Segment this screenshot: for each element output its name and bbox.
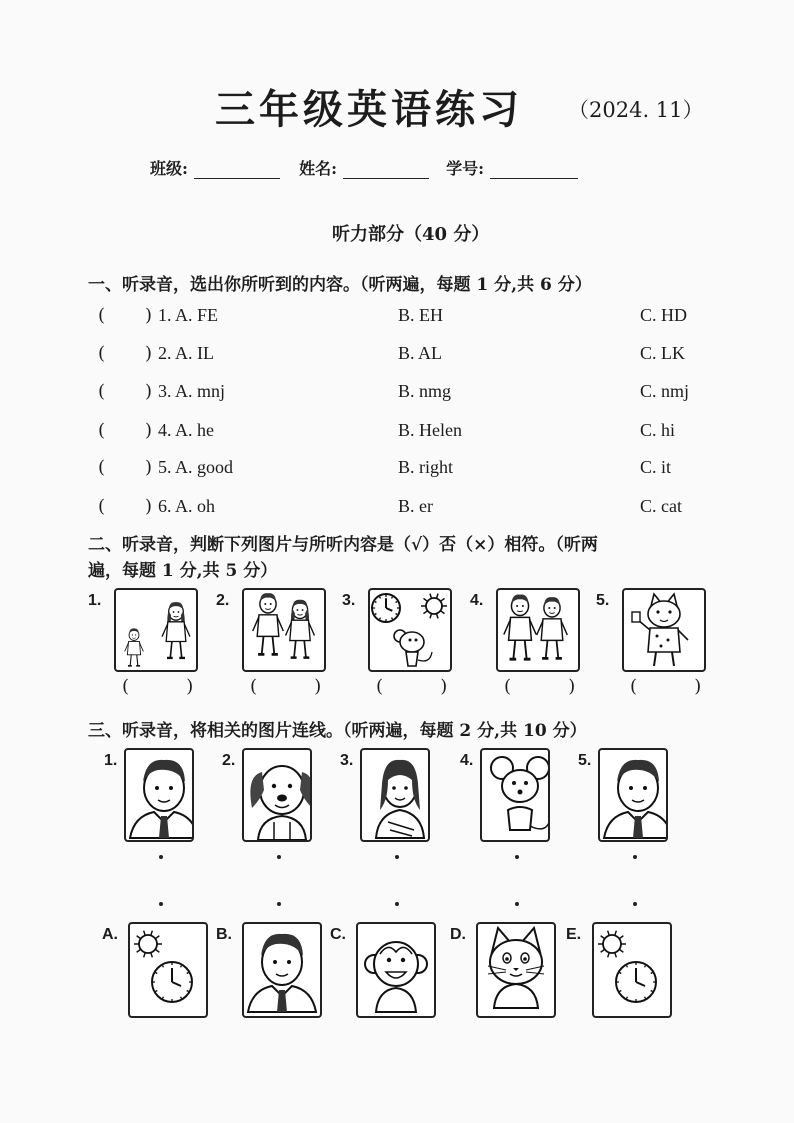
picture-boy-and-girl-greeting [114, 588, 198, 672]
option-c: C. LK [640, 343, 685, 363]
match-dot-bottom[interactable] [395, 902, 399, 906]
match-dot-bottom[interactable] [159, 902, 163, 906]
option-a: 3. A. mnj [158, 381, 226, 401]
bottom-item-label: A. [102, 926, 118, 943]
part1-title: 一、听录音，选出你所听到的内容。（听两遍，每题 1 分,共 6 分） [88, 275, 592, 295]
picture-two-boys-talking [496, 588, 580, 672]
picture-monkey-portrait [356, 922, 436, 1018]
option-b: B. EH [398, 305, 443, 325]
class-label: 班级: [150, 159, 188, 178]
answer-paren-close: ) [145, 343, 153, 364]
picture-sun-and-clock [592, 922, 672, 1018]
option-b: B. nmg [398, 381, 452, 401]
picture-girl-portrait [360, 748, 430, 842]
bottom-item-label: E. [566, 926, 582, 943]
option-a: 5. A. good [158, 457, 234, 477]
option-a: 1. A. FE [158, 305, 219, 325]
answer-paren-close: ) [145, 381, 153, 402]
option-a: 4. A. he [158, 420, 214, 440]
name-label: 姓名: [299, 159, 337, 178]
match-dot-top[interactable] [277, 855, 281, 859]
answer-paren-close: ) [145, 496, 153, 517]
top-item-number: 2. [222, 752, 236, 769]
picture-man-portrait [598, 748, 668, 842]
top-item-number: 3. [340, 752, 354, 769]
judge-answer-blank[interactable]: ( ) [630, 676, 702, 697]
option-c: C. HD [640, 305, 688, 325]
item-number: 1. [88, 592, 102, 609]
page-title: 三年级英语练习 [215, 86, 523, 133]
answer-paren-close: ) [145, 305, 153, 326]
item-number: 3. [342, 592, 356, 609]
match-dot-bottom[interactable] [633, 902, 637, 906]
answer-paren-close: ) [145, 420, 153, 441]
picture-sun-and-clock [128, 922, 208, 1018]
match-dot-bottom[interactable] [515, 902, 519, 906]
option-c: C. it [640, 457, 672, 477]
top-item-number: 4. [460, 752, 474, 769]
top-item-number: 5. [578, 752, 592, 769]
option-b: B. er [398, 496, 433, 516]
option-b: B. right [398, 457, 454, 477]
match-dot-top[interactable] [159, 855, 163, 859]
part3-title: 三、听录音，将相关的图片连线。（听两遍，每题 2 分,共 10 分） [88, 721, 587, 741]
answer-paren-open[interactable]: ( [98, 420, 106, 441]
class-field[interactable] [194, 162, 280, 179]
picture-cat-waving [622, 588, 706, 672]
item-number: 4. [470, 592, 484, 609]
picture-dog-portrait [242, 748, 312, 842]
option-b: B. Helen [398, 420, 462, 440]
bottom-item-label: C. [330, 926, 346, 943]
picture-mouse-portrait [480, 748, 550, 842]
bottom-item-label: D. [450, 926, 466, 943]
answer-paren-close: ) [145, 457, 153, 478]
picture-boy-portrait [124, 748, 194, 842]
bottom-item-label: B. [216, 926, 232, 943]
judge-answer-blank[interactable]: ( ) [250, 676, 322, 697]
part2-title-line2: 遍，每题 1 分,共 5 分） [88, 561, 278, 581]
item-number: 2. [216, 592, 230, 609]
match-dot-top[interactable] [633, 855, 637, 859]
judge-answer-blank[interactable]: ( ) [504, 676, 576, 697]
match-dot-top[interactable] [395, 855, 399, 859]
option-a: 6. A. oh [158, 496, 216, 516]
picture-two-girls-walking [242, 588, 326, 672]
picture-cat-portrait [476, 922, 556, 1018]
answer-paren-open[interactable]: ( [98, 381, 106, 402]
picture-boy-portrait [242, 922, 322, 1018]
name-field[interactable] [343, 162, 429, 179]
number-field[interactable] [490, 162, 578, 179]
top-item-number: 1. [104, 752, 118, 769]
match-dot-top[interactable] [515, 855, 519, 859]
answer-paren-open[interactable]: ( [98, 343, 106, 364]
judge-answer-blank[interactable]: ( ) [376, 676, 448, 697]
option-a: 2. A. IL [158, 343, 214, 363]
option-c: C. cat [640, 496, 682, 516]
answer-paren-open[interactable]: ( [98, 457, 106, 478]
part2-title-line1: 二、听录音，判断下列图片与所听内容是（√）否（×）相符。（听两 [88, 535, 598, 555]
page-date: （2024. 11） [568, 98, 704, 122]
answer-paren-open[interactable]: ( [98, 305, 106, 326]
item-number: 5. [596, 592, 610, 609]
number-label: 学号: [446, 159, 485, 178]
student-info-row [150, 156, 578, 179]
judge-answer-blank[interactable]: ( ) [122, 676, 194, 697]
match-dot-bottom[interactable] [277, 902, 281, 906]
option-b: B. AL [398, 343, 443, 363]
answer-paren-open[interactable]: ( [98, 496, 106, 517]
option-c: C. hi [640, 420, 676, 440]
listening-section-header: 听力部分（40 分） [332, 224, 490, 245]
option-c: C. nmj [640, 381, 690, 401]
picture-clock-and-mouse [368, 588, 452, 672]
